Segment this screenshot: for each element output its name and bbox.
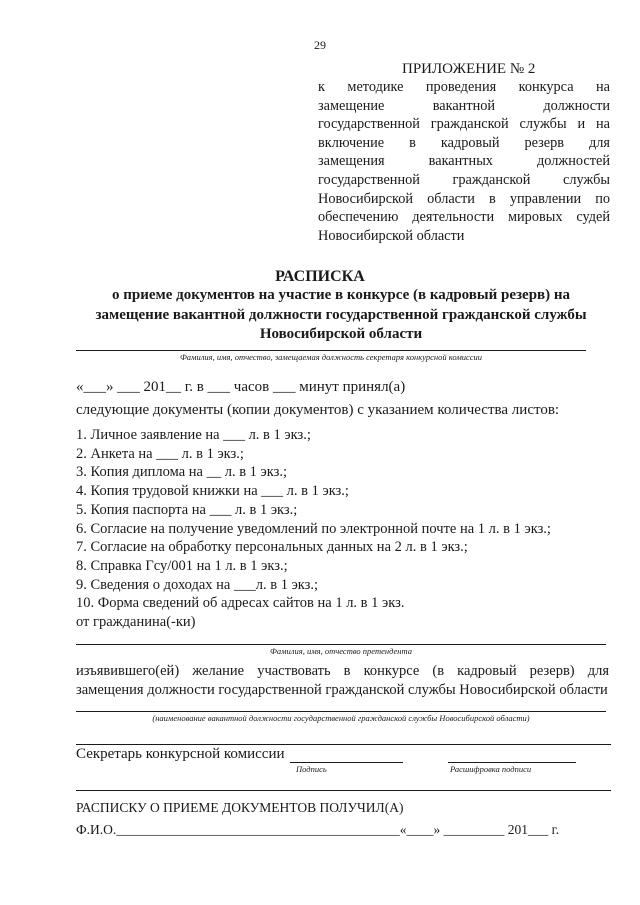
paragraph-line: изъявившего(ей) желание участвовать в конкурсе (в кадровый резерв) для <box>76 663 609 679</box>
list-item: 9. Сведения о доходах на ___л. в 1 экз.; <box>76 576 319 593</box>
list-item: 5. Копия паспорта на ___ л. в 1 экз.; <box>76 501 298 518</box>
documents-list <box>76 426 551 632</box>
document-title: РАСПИСКА <box>275 268 365 285</box>
appendix-line: замещение вакантной должности <box>318 97 610 114</box>
divider-line <box>76 744 611 745</box>
appendix-line: Новосибирской области <box>318 227 465 244</box>
position-line <box>76 711 606 712</box>
applicant-name-line <box>76 644 606 645</box>
list-item: 2. Анкета на ___ л. в 1 экз.; <box>76 445 244 462</box>
document-subtitle <box>74 286 608 345</box>
list-item: 7. Согласие на обработку персональных данных на 2 л. в 1 экз.; <box>76 539 468 556</box>
position-caption: (наименование вакантной должности государственной гражданской службы Новосибирской области) <box>152 713 530 723</box>
subtitle-line: замещение вакантной должности государственной гражданской службы <box>95 306 587 323</box>
documents-intro: следующие документы (копии документов) с указанием количества листов: <box>76 402 560 418</box>
subtitle-line: о приеме документов на участие в конкурсе (в кадровый резерв) на <box>111 287 571 303</box>
list-item: 8. Справка Гсу/001 на 1 л. в 1 экз.; <box>76 557 288 574</box>
appendix-line: замещения вакантных должностей <box>318 153 610 170</box>
signature-caption: Подпись <box>296 764 327 774</box>
list-item: 4. Копия трудовой книжки на ___ л. в 1 экз.; <box>76 483 349 500</box>
applicant-paragraph <box>76 662 609 700</box>
receipt-heading: РАСПИСКУ О ПРИЕМЕ ДОКУМЕНТОВ ПОЛУЧИЛ(А) <box>76 800 404 815</box>
applicant-name-caption: Фамилия, имя, отчество претендента <box>270 646 412 656</box>
paragraph-line: замещения должности государственной гражданской службы Новосибирской области <box>76 682 608 698</box>
receipt-date-line: «___» ___ 201__ г. в ___ часов ___ минут принял(а) <box>76 379 406 395</box>
divider-line <box>76 790 611 791</box>
appendix-line: государственной гражданской службы <box>318 171 610 188</box>
list-item: 3. Копия диплома на __ л. в 1 экз.; <box>76 464 287 481</box>
list-item: 10. Форма сведений об адресах сайтов на 1 л. в 1 экз. <box>76 595 405 612</box>
secretary-label: Секретарь конкурсной комиссии <box>76 746 285 762</box>
appendix-body <box>318 78 610 245</box>
appendix-line: обеспечению деятельности мировых судей <box>318 209 610 226</box>
secretary-name-line <box>76 350 586 351</box>
secretary-name-caption: Фамилия, имя, отчество, замещаемая должность секретаря конкурсной комиссии <box>179 352 483 362</box>
from-citizen-label: от гражданина(-ки) <box>76 614 196 631</box>
page-number: 29 <box>314 38 326 52</box>
appendix-line: включение в кадровый резерв для <box>318 134 610 151</box>
signature-line <box>290 762 403 763</box>
appendix-line: Новосибирской области в управлении по <box>318 190 610 207</box>
appendix-line: государственной гражданской службы и на <box>318 116 610 133</box>
list-item: 1. Личное заявление на ___ л. в 1 экз.; <box>76 427 311 443</box>
appendix-line: к методике проведения конкурса на <box>318 79 610 95</box>
decoding-caption: Расшифровка подписи <box>450 764 532 774</box>
appendix-title: ПРИЛОЖЕНИЕ № 2 <box>402 61 536 77</box>
list-item: 6. Согласие на получение уведомлений по электронной почте на 1 л. в 1 экз.; <box>76 520 551 537</box>
decoding-line <box>448 762 576 763</box>
receipt-signature-line: Ф.И.О.__________________________________________«____» _________ 201___ г. <box>76 822 560 837</box>
subtitle-line: Новосибирской области <box>259 326 423 342</box>
